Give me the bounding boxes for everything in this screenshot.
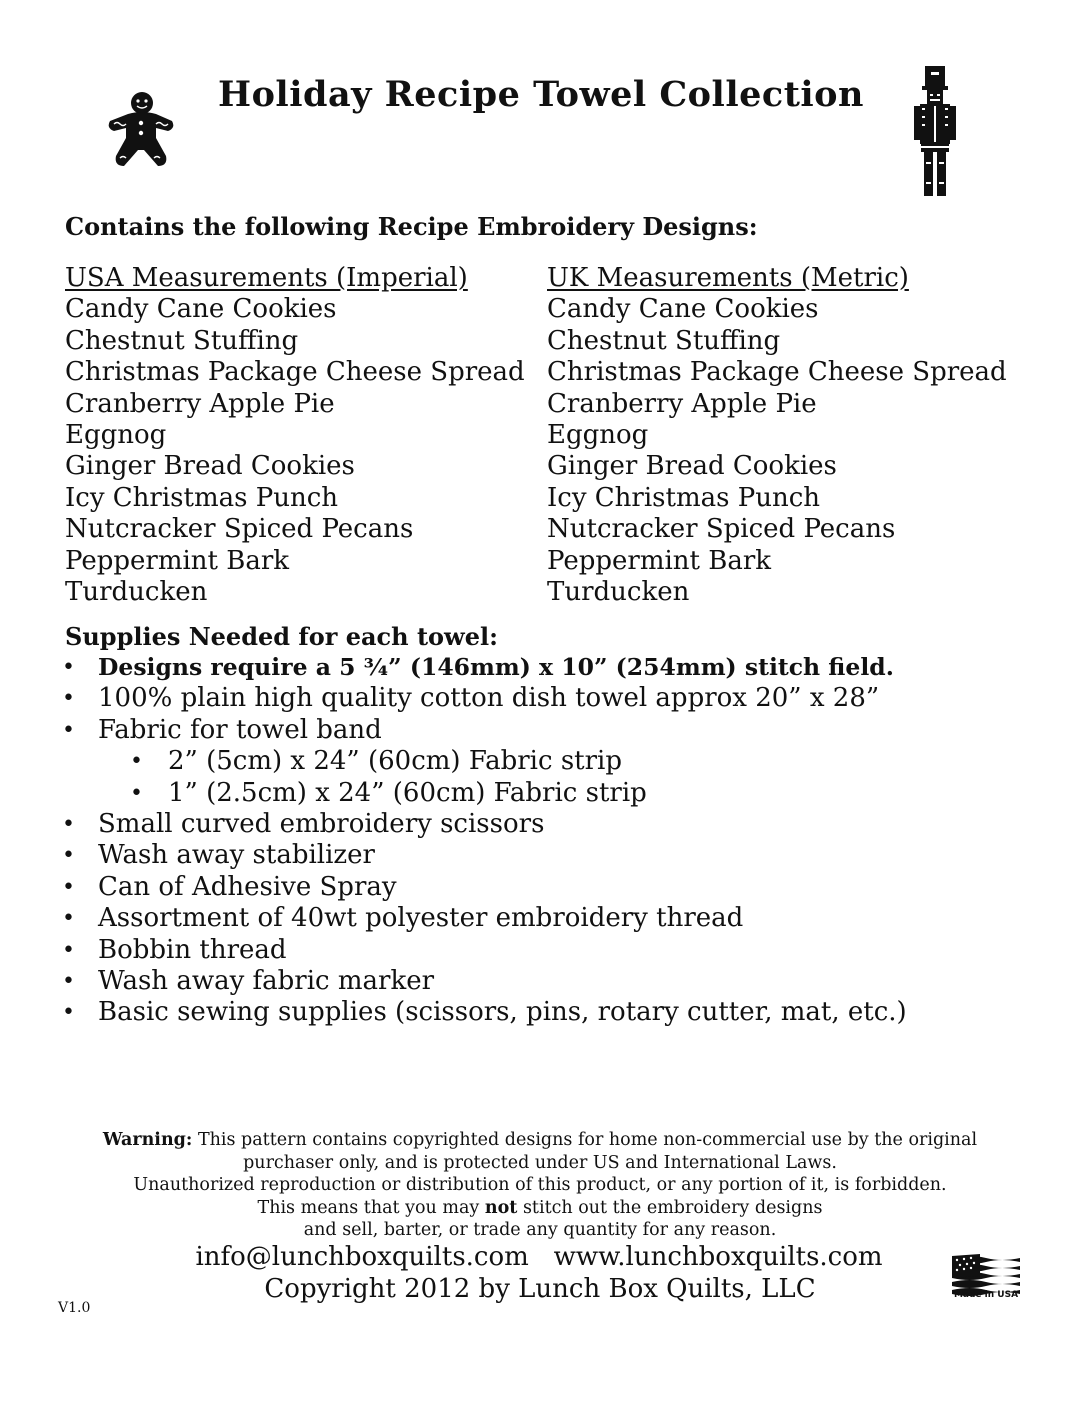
warning-label: Warning: — [102, 1130, 193, 1150]
list-item: Christmas Package Cheese Spread — [547, 357, 1007, 388]
list-item: • Wash away stabilizer — [62, 840, 375, 871]
copyright-text: Copyright 2012 by Lunch Box Quilts, LLC — [264, 1274, 816, 1304]
list-item: Eggnog — [547, 420, 649, 451]
email-link[interactable]: info@lunchboxquilts.com — [195, 1242, 529, 1272]
bullet-icon: • — [62, 937, 75, 963]
sub-list-item: • 2” (5cm) x 24” (60cm) Fabric strip — [130, 746, 622, 777]
warning-line-4-bold: not — [484, 1197, 518, 1218]
list-item: Icy Christmas Punch — [547, 482, 821, 513]
list-item: Ginger Bread Cookies — [547, 451, 837, 482]
supplies-list — [62, 652, 1022, 1029]
list-item: Cranberry Apple Pie — [65, 388, 335, 419]
bullet-icon: • — [62, 874, 75, 900]
list-item: Christmas Package Cheese Spread — [65, 357, 525, 388]
list-item: • Wash away fabric marker — [62, 965, 435, 996]
contact-block — [0, 1241, 1080, 1305]
list-item: Candy Cane Cookies — [547, 294, 819, 325]
bullet-icon: • — [62, 686, 75, 712]
warning-line-5: and sell, barter, or trade any quantity for any reason. — [303, 1220, 777, 1240]
list-item: Peppermint Bark — [547, 545, 772, 576]
contains-heading: Contains the following Recipe Embroidery Designs: — [65, 212, 758, 241]
list-item: Chestnut Stuffing — [65, 325, 299, 356]
made-in-usa-label: Made in USA — [953, 1290, 1019, 1300]
bullet-icon: • — [130, 780, 143, 806]
nutcracker-icon — [912, 66, 958, 198]
bullet-icon: • — [62, 906, 75, 932]
uk-recipe-list — [547, 263, 1007, 608]
bullet-icon: • — [62, 968, 75, 994]
list-item: Eggnog — [65, 420, 167, 451]
list-item: Peppermint Bark — [65, 545, 290, 576]
list-item: Ginger Bread Cookies — [65, 451, 355, 482]
bullet-icon: • — [62, 717, 75, 743]
page-title: Holiday Recipe Towel Collection — [218, 74, 864, 115]
sub-list-item: • 1” (2.5cm) x 24” (60cm) Fabric strip — [130, 777, 647, 808]
list-item: Turducken — [65, 577, 208, 608]
bullet-icon: • — [130, 749, 143, 775]
supplies-heading: Supplies Needed for each towel: — [65, 622, 498, 651]
warning-line-4-post: stitch out the embroidery designs — [522, 1197, 823, 1218]
warning-line-1: This pattern contains copyrighted designs for home non-commercial use by the original — [197, 1130, 978, 1150]
warning-line-2: purchaser only, and is protected under US and International Laws. — [243, 1152, 837, 1173]
list-item: Candy Cane Cookies — [65, 294, 337, 325]
usa-recipe-list — [65, 263, 525, 608]
list-item: Icy Christmas Punch — [65, 482, 339, 513]
list-item: • Designs require a 5 ¾” (146mm) x 10” (254mm) stitch field. — [62, 652, 1022, 683]
list-item: Nutcracker Spiced Pecans — [547, 514, 896, 545]
list-item: Nutcracker Spiced Pecans — [65, 514, 414, 545]
list-item: • Assortment of 40wt polyester embroidery thread — [62, 903, 744, 934]
uk-heading: UK Measurements (Metric) — [547, 263, 909, 293]
warning-line-3: Unauthorized reproduction or distribution of this product, or any portion of it, is forbidden. — [133, 1175, 947, 1195]
warning-notice — [40, 1129, 1040, 1242]
bullet-icon: • — [62, 843, 75, 869]
gingerbread-man-icon — [106, 90, 176, 168]
list-item: • 100% plain high quality cotton dish towel approx 20” x 28” — [62, 683, 880, 714]
list-item: Cranberry Apple Pie — [547, 388, 817, 419]
bullet-icon: • — [62, 655, 75, 680]
website-link[interactable]: www.lunchboxquilts.com — [553, 1242, 883, 1272]
bullet-icon: • — [62, 1000, 75, 1026]
warning-line-4-pre: This means that you may — [257, 1197, 480, 1218]
list-item: • Small curved embroidery scissors — [62, 808, 545, 839]
list-item: • Fabric for towel band — [62, 714, 382, 745]
usa-heading: USA Measurements (Imperial) — [65, 263, 468, 293]
list-item: Chestnut Stuffing — [547, 325, 781, 356]
list-item: • Bobbin thread — [62, 934, 287, 965]
list-item: • Basic sewing supplies (scissors, pins, rotary cutter, mat, etc.) — [62, 997, 907, 1028]
list-item: • Can of Adhesive Spray — [62, 871, 397, 902]
bullet-icon: • — [62, 811, 75, 837]
version-label: V1.0 — [58, 1300, 91, 1316]
list-item: Turducken — [547, 577, 690, 608]
